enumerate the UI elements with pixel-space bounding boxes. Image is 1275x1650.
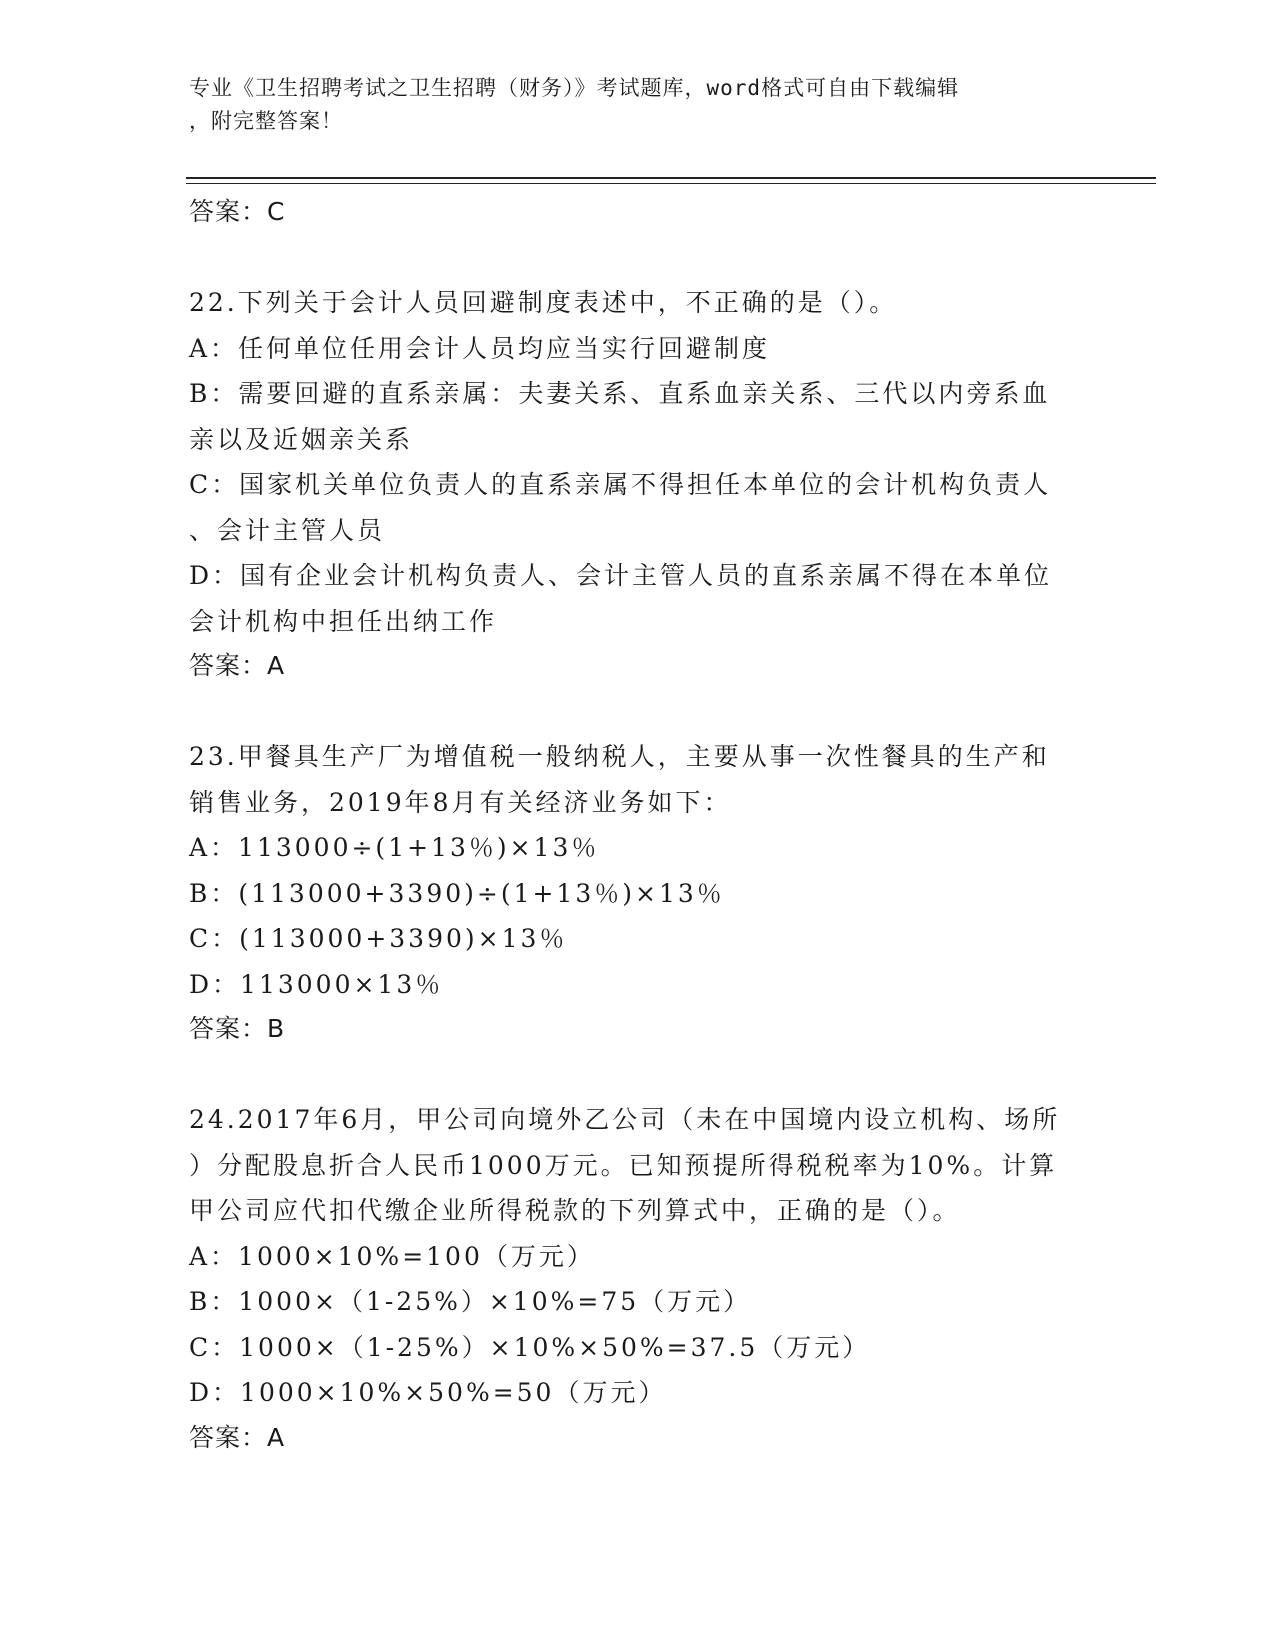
question-22-option-d-cont: 会计机构中担任出纳工作 — [189, 606, 498, 636]
question-23-option-b: B：(113000+3390)÷(1+13％)×13％ — [189, 878, 725, 908]
document-body — [189, 190, 1089, 1460]
question-22-option-c-cont: 、会计主管人员 — [189, 515, 386, 545]
question-23-option-d: D：113000×13％ — [189, 969, 444, 999]
header-line-2: ，附完整答案！ — [189, 109, 343, 133]
question-24-option-d: D：1000×10%×50%=50（万元） — [189, 1378, 667, 1407]
question-22-option-b-cont: 亲以及近姻亲关系 — [189, 424, 414, 454]
question-22-option-c: C：国家机关单位负责人的直系亲属不得担任本单位的会计机构负责人 — [189, 470, 1052, 499]
question-24-option-c: C：1000×（1-25%）×10%×50%=37.5（万元） — [189, 1332, 871, 1362]
question-23-option-a: A：113000÷(1+13％)×13％ — [189, 833, 600, 862]
header-line-1: 专业《卫生招聘考试之卫生招聘（财务）》考试题库，word格式可自由下载编辑 — [189, 76, 960, 100]
question-24-option-a: A：1000×10%=100（万元） — [189, 1241, 595, 1271]
question-22-option-b: B：需要回避的直系亲属：夫妻关系、直系血亲关系、三代以内旁系血 — [189, 379, 1051, 408]
question-24 — [189, 1097, 1089, 1460]
page-header — [189, 72, 1089, 138]
question-23-stem-line-2: 销售业务，2019年8月有关经济业务如下： — [189, 787, 732, 817]
question-23-option-c: C：(113000+3390)×13％ — [189, 924, 568, 953]
question-24-option-b: B：1000×（1-25%）×10%=75（万元） — [189, 1287, 752, 1316]
question-24-stem-line-2: ）分配股息折合人民币1000万元。已知预提所得税税率为10%。计算 — [189, 1150, 1058, 1180]
answer-prev-question: 答案：C — [189, 197, 286, 226]
header-divider-thin — [186, 183, 1156, 184]
question-23-answer: 答案：B — [189, 1014, 286, 1043]
question-24-stem-line-3: 甲公司应代扣代缴企业所得税款的下列算式中，正确的是（）。 — [189, 1196, 961, 1225]
question-22-answer: 答案：A — [189, 651, 286, 680]
question-24-answer: 答案：A — [189, 1422, 286, 1452]
question-24-stem-line-1: 24.2017年6月，甲公司向境外乙公司（未在中国境内设立机构、场所 — [189, 1105, 1061, 1134]
header-divider-thick — [186, 177, 1156, 179]
question-22-stem-line-1: 22.下列关于会计人员回避制度表述中，不正确的是（）。 — [189, 288, 898, 317]
question-23-stem-line-1: 23.甲餐具生产厂为增值税一般纳税人，主要从事一次性餐具的生产和 — [189, 742, 1050, 771]
question-22 — [189, 280, 1089, 688]
question-22-option-d: D：国有企业会计机构负责人、会计主管人员的直系亲属不得在本单位 — [189, 561, 1053, 590]
question-23 — [189, 734, 1089, 1051]
question-22-option-a: A：任何单位任用会计人员均应当实行回避制度 — [189, 333, 771, 363]
